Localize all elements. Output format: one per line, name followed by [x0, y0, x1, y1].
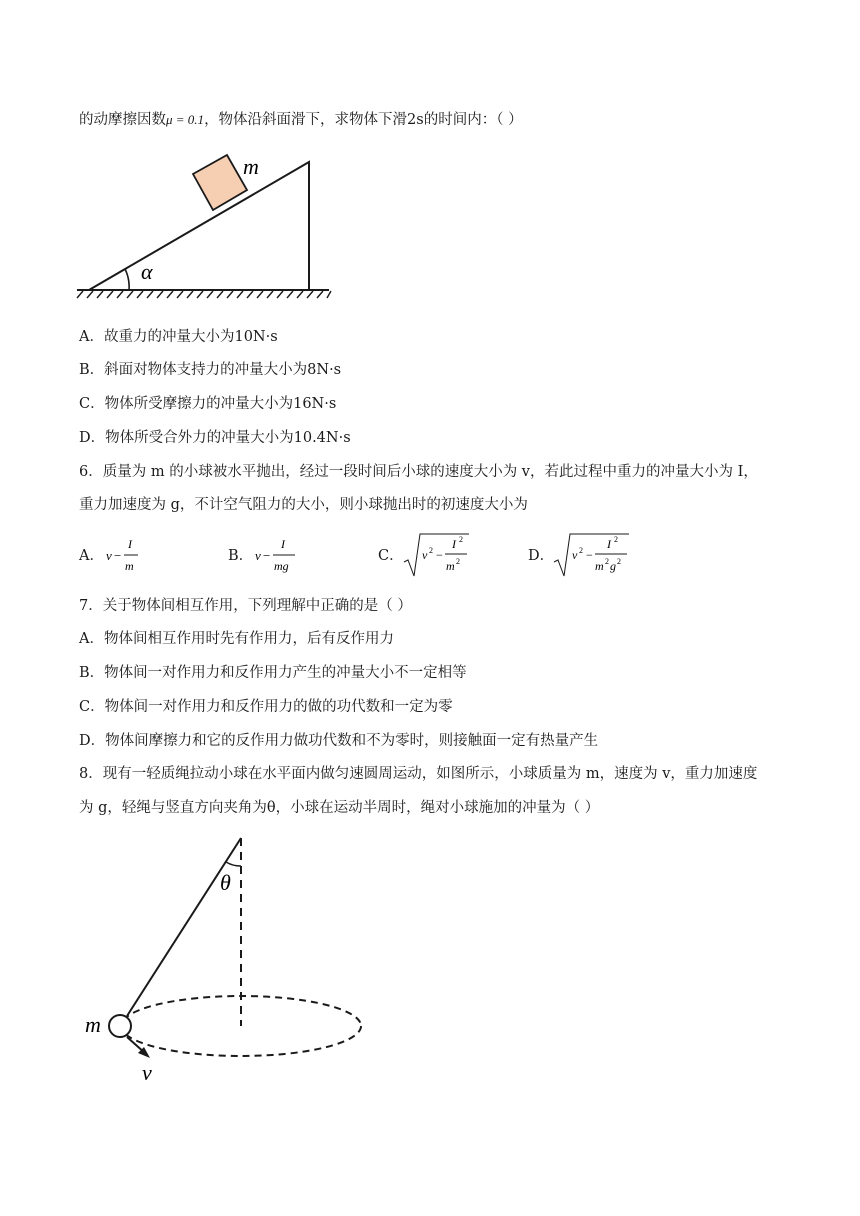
- q5-stem-line: [79, 110, 523, 130]
- q7-stem: 7．关于物体间相互作用，下列理解中正确的是（ ）: [79, 598, 412, 614]
- q5-mu: μ = 0.1: [166, 112, 205, 127]
- svg-text:mg: mg: [274, 559, 289, 573]
- q6-option-a-formula: [104, 536, 154, 576]
- conical-pendulum-figure: [75, 828, 375, 1088]
- q6-option-b-label: B．: [228, 548, 254, 564]
- svg-text:−: −: [586, 548, 593, 562]
- q8-stem-line2: 为 g，轻绳与竖直方向夹角为θ，小球在运动半周时，绳对小球施加的冲量为（ ）: [79, 800, 600, 816]
- svg-text:v: v: [106, 548, 112, 563]
- q5-stem-tail: 的动摩擦因数: [79, 112, 166, 128]
- q7-option-a: A．物体间相互作用时先有作用力，后有反作用力: [79, 631, 394, 647]
- q7-option-d: D．物体间摩擦力和它的反作用力做功代数和不为零时，则接触面一定有热量产生: [79, 733, 599, 749]
- q7-option-b: B．物体间一对作用力和反作用力产生的冲量大小不一定相等: [79, 665, 467, 681]
- svg-text:2: 2: [579, 546, 583, 555]
- svg-text:m: m: [125, 559, 134, 573]
- ground-hatch: [77, 291, 331, 298]
- svg-text:m: m: [446, 559, 455, 573]
- svg-text:g: g: [610, 559, 616, 573]
- q6-option-c-label: C．: [378, 548, 404, 564]
- ball-mass-label: m: [85, 1012, 101, 1037]
- svg-text:2: 2: [459, 535, 463, 544]
- q7-option-c: C．物体间一对作用力和反作用力的做的功代数和一定为零: [79, 699, 453, 715]
- svg-text:2: 2: [614, 535, 618, 544]
- angle-label: α: [141, 259, 153, 284]
- q5-option-d: D．物体所受合外力的冲量大小为10.4N·s: [79, 430, 351, 446]
- svg-text:v: v: [572, 548, 578, 562]
- q6-option-d-formula: [553, 532, 633, 578]
- incline-figure: [75, 150, 335, 300]
- svg-text:v: v: [422, 548, 428, 562]
- svg-text:I: I: [281, 537, 285, 551]
- svg-text:−: −: [263, 548, 271, 563]
- svg-text:I: I: [607, 537, 611, 551]
- q5-option-b: B．斜面对物体支持力的冲量大小为8N·s: [79, 362, 342, 378]
- svg-text:2: 2: [429, 546, 433, 555]
- svg-text:2: 2: [605, 557, 609, 566]
- q5-option-a: A．故重力的冲量大小为10N·s: [79, 329, 278, 345]
- svg-text:v: v: [255, 548, 261, 563]
- svg-text:m: m: [595, 559, 604, 573]
- svg-text:2: 2: [456, 557, 460, 566]
- q6-stem-line2: 重力加速度为 g，不计空气阻力的大小，则小球抛出时的初速度大小为: [79, 497, 528, 513]
- q6-stem-line1: 6．质量为 m 的小球被水平抛出，经过一段时间后小球的速度大小为 v，若此过程中重力的冲量大小为 I，: [79, 464, 758, 480]
- theta-label: θ: [220, 870, 231, 895]
- string: [127, 838, 241, 1016]
- theta-arc: [226, 862, 241, 866]
- svg-text:2: 2: [617, 557, 621, 566]
- q6-option-d-label: D．: [528, 548, 555, 564]
- angle-arc: [125, 269, 129, 290]
- svg-text:I: I: [128, 537, 132, 551]
- svg-text:−: −: [436, 548, 443, 562]
- ball: [109, 1015, 131, 1037]
- svg-text:−: −: [114, 548, 122, 563]
- q6-option-b-formula: [253, 536, 313, 576]
- q6-option-c-formula: [403, 532, 473, 578]
- velocity-label: v: [142, 1060, 152, 1085]
- block-mass-label: m: [243, 154, 259, 179]
- q6-option-a-label: A．: [79, 548, 104, 564]
- q5-stem-end: ，物体沿斜面滑下，求物体下滑2s的时间内：（ ）: [204, 112, 523, 128]
- q8-stem-line1: 8．现有一轻质绳拉动小球在水平面内做匀速圆周运动，如图所示，小球质量为 m，速度为 v，重力加速度: [79, 766, 758, 782]
- q5-option-c: C．物体所受摩擦力的冲量大小为16N·s: [79, 396, 337, 412]
- svg-text:I: I: [452, 537, 456, 551]
